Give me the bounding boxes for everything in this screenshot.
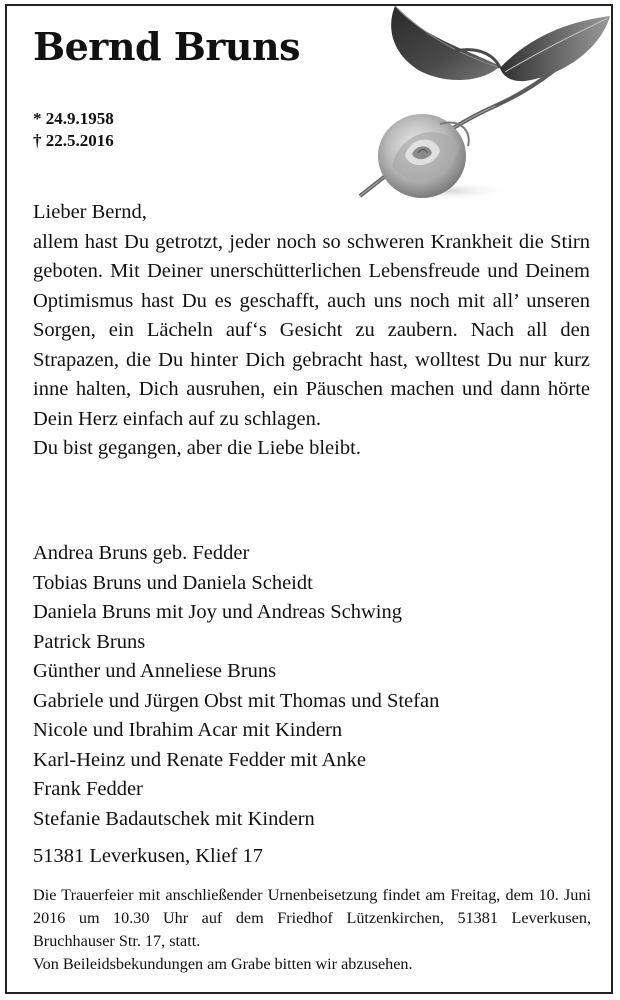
mourner-name: Nicole und Ibrahim Acar mit Kindern xyxy=(33,719,343,741)
funeral-notice xyxy=(33,884,591,976)
condolence-note: Von Beileidsbekundungen am Grabe bitten wir abzusehen. xyxy=(33,955,413,973)
mourner-name: Frank Fedder xyxy=(33,778,143,800)
mourner-name: Günther und Anneliese Bruns xyxy=(33,660,277,682)
deceased-name: Bernd Bruns xyxy=(33,24,301,69)
letter-closing: Du bist gegangen, aber die Liebe bleibt. xyxy=(33,437,361,459)
letter-greeting: Lieber Bernd, xyxy=(33,201,147,223)
mourner-name: Daniela Bruns mit Joy und Andreas Schwing xyxy=(33,601,402,623)
mourner-name: Karl-Heinz und Renate Fedder mit Anke xyxy=(33,748,367,771)
mourner-name: Stefanie Badautschek mit Kindern xyxy=(33,807,315,830)
letter-body: allem hast Du getrotzt, jeder noch so schweren Krankheit die Stirn geboten. Mit Deiner unerschütterlichen Lebensfreude und Deinem Optimismus hast Du es geschafft, auch uns noch mit all’ unseren Sorgen, ein Lächeln auf‘s Gesicht zu zaubern. Nach all den Strapazen, die Du hinter Dich gebracht hast, wolltest Du nur kurz inne halten, Dich ausruhen, ein Päuschen machen und dann hörte Dein Herz einfach auf zu schlagen. xyxy=(33,230,590,430)
birth-date: * 24.9.1958 xyxy=(33,109,114,128)
life-dates xyxy=(33,108,114,152)
mourner-name: Tobias Bruns und Daniela Scheidt xyxy=(33,571,313,594)
mourner-name: Gabriele und Jürgen Obst mit Thomas und Stefan xyxy=(33,689,440,712)
mourner-list xyxy=(33,539,439,834)
mourner-name: Andrea Bruns geb. Fedder xyxy=(33,542,250,564)
farewell-letter xyxy=(33,198,590,464)
mourner-name: Patrick Bruns xyxy=(33,630,146,653)
funeral-details: Die Trauerfeier mit anschließender Urnenbeisetzung findet am Freitag, dem 10. Juni 2016 um 10.30 Uhr auf dem Friedhof Lützenkirchen, 51381 Leverkusen, Bruchhauser Str. 17, statt. xyxy=(33,886,591,950)
rose-icon xyxy=(300,6,614,206)
death-date: † 22.5.2016 xyxy=(33,131,114,150)
family-address: 51381 Leverkusen, Klief 17 xyxy=(33,845,263,867)
